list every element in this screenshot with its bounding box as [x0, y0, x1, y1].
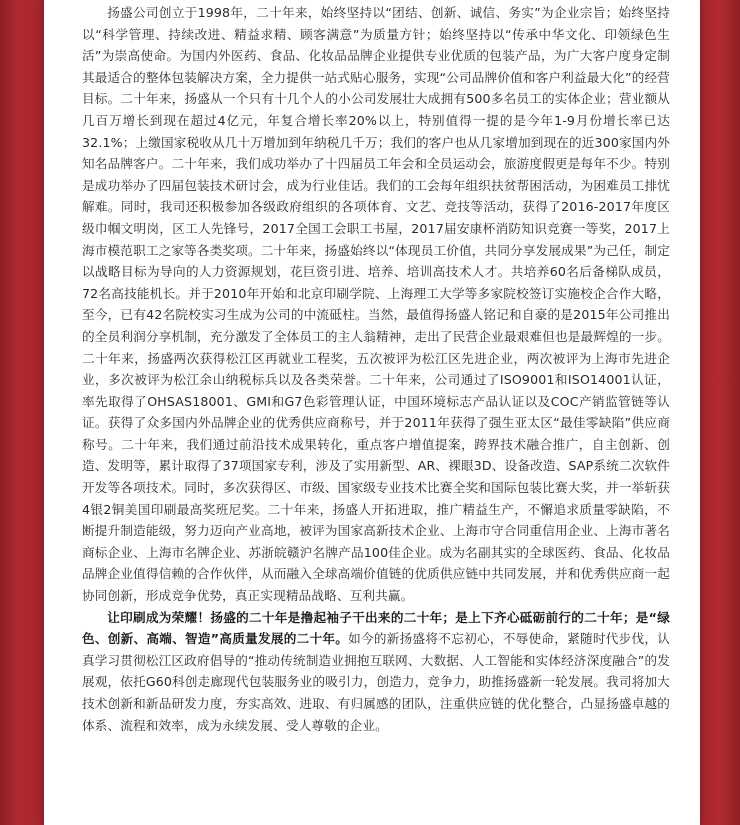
article-paper — [44, 0, 700, 825]
article-body — [82, 2, 670, 736]
paragraph-history: 扬盛公司创立于1998年，二十年来，始终坚持以“团结、创新、诚信、务实”为企业宗旨；始终坚持以“科学管理、持续改进、精益求精、顾客满意”为质量方针；始终坚持以“传承中华文化、印领绿色生活”为崇高使命。为国内外医药、食品、化妆品品牌企业提供专业优质的包装产品，为广大客户度身定制其最适合的整体包装解决方案，全力提供一站式贴心服务，实现“公司品牌价值和客户利益最大化”的经营目标。二十年来，扬盛从一个只有十几个人的小公司发展壮大成拥有500多名员工的实体企业；营业额从几百万增长到现在超过4亿元，年复合增长率20%以上，特别值得一提的是今年1-9月份增长率已达32.1%；上缴国家税收从几十万增加到年纳税几千万；我们的客户也从几家增加到现在的近300家国内外知名品牌客户。二十年来，我们成功举办了十四届员工年会和全员运动会，旅游度假更是每年不少。特别是成功举办了四届包装技术研讨会，成为行业佳话。我们的工会每年组织扶贫帮困活动，为困难员工排忧解难。同时，我司还积极参加各级政府组织的各项体育、文艺、竞技等活动，获得了2016-2017年度区级巾帼文明岗，区工人先锋号，2017全国工会职工书屋，2017届安康杯消防知识竞赛一等奖，2017上海市模范职工之家等各类奖项。二十年来，扬盛始终以“体现员工价值，共同分享发展成果”为己任，制定以战略目标为导向的人力资源规划，花巨资引进、培养、培训高技术人才。共培养60名后备梯队成员，72名高技能机长。并于2010年开始和北京印刷学院、上海理工大学等多家院校签订实施校企合作大略，至今，已有42名院校实习生成为公司的中流砥柱。当然，最值得扬盛人铭记和自豪的是2015年公司推出的全员利润分享机制，充分激发了全体员工的主人翁精神，走出了民营企业最艰难但也是最辉煌的一步。二十年来，扬盛两次获得松江区再就业工程奖，五次被评为松江区先进企业，两次被评为上海市先进企业，多次被评为松江余山纳税标兵以及各类荣誉。二十年来，公司通过了ISO9001和ISO14001认证，率先取得了OHSAS18001、GMI和G7色彩管理认证，中国环境标志产品认证以及COC产销监管链等认证。获得了众多国内外品牌企业的优秀供应商称号，并于2011年获得了强生亚太区“最佳零缺陷”供应商称号。二十年来，我们通过前沿技术成果转化，重点客户增值提案，跨界技术融合推广，自主创新、创造、发明等，累计取得了37项国家专利，涉及了实用新型、AR、裸眼3D、设备改造、SAP系统二次软件开发等各项技术。同时，多次获得区、市级、国家级专业技术比赛全奖和国际包装比赛大奖，并一举斩获4银2铜美国印刷最高奖班尼奖。二十年来，扬盛人开拓进取，推广精益生产，不懈追求质量零缺陷，不断提升制造能级，努力迈向产业高地，被评为国家高新技术企业、上海市守合同重信用企业、上海市著名商标企业、上海市名牌企业、苏浙皖赣沪名牌产品100佳企业。成为名副其实的全球医药、食品、化妆品品牌企业值得信赖的合作伙伴，从而融入全球高端价值链的优质供应链中共同发展，并和优秀供应商一起协同创新，形成竞争优势，真正实现精品战略、互利共赢。 — [82, 5, 670, 604]
paragraph-outlook-lead: 让印刷成为荣耀！扬盛的二十年是撸起袖子干出来的二十年；是上下齐心砥砺前行的二十年；是“绿色、创新、高端、智造”高质量发展的二十年。 — [82, 609, 670, 647]
paragraph-outlook-body: 如今的新扬盛将不忘初心，不辱使命，紧随时代步伐，认真学习贯彻松江区政府倡导的“推动传统制造业拥抱互联网、大数据、人工智能和实体经济深度融合”的发展观，依托G60科创走廊现代包装服务业的吸引力，创造力，竞争力，助推扬盛新一轮发展。我司将加大技术创新和新品研发力度，夯实高效、进取、有归属感的团队，注重供应链的优化整合，凸显扬盛卓越的体系、流程和效率，成为永续发展、受人尊敬的企业。 — [82, 631, 671, 733]
paragraph-outlook — [82, 607, 670, 737]
